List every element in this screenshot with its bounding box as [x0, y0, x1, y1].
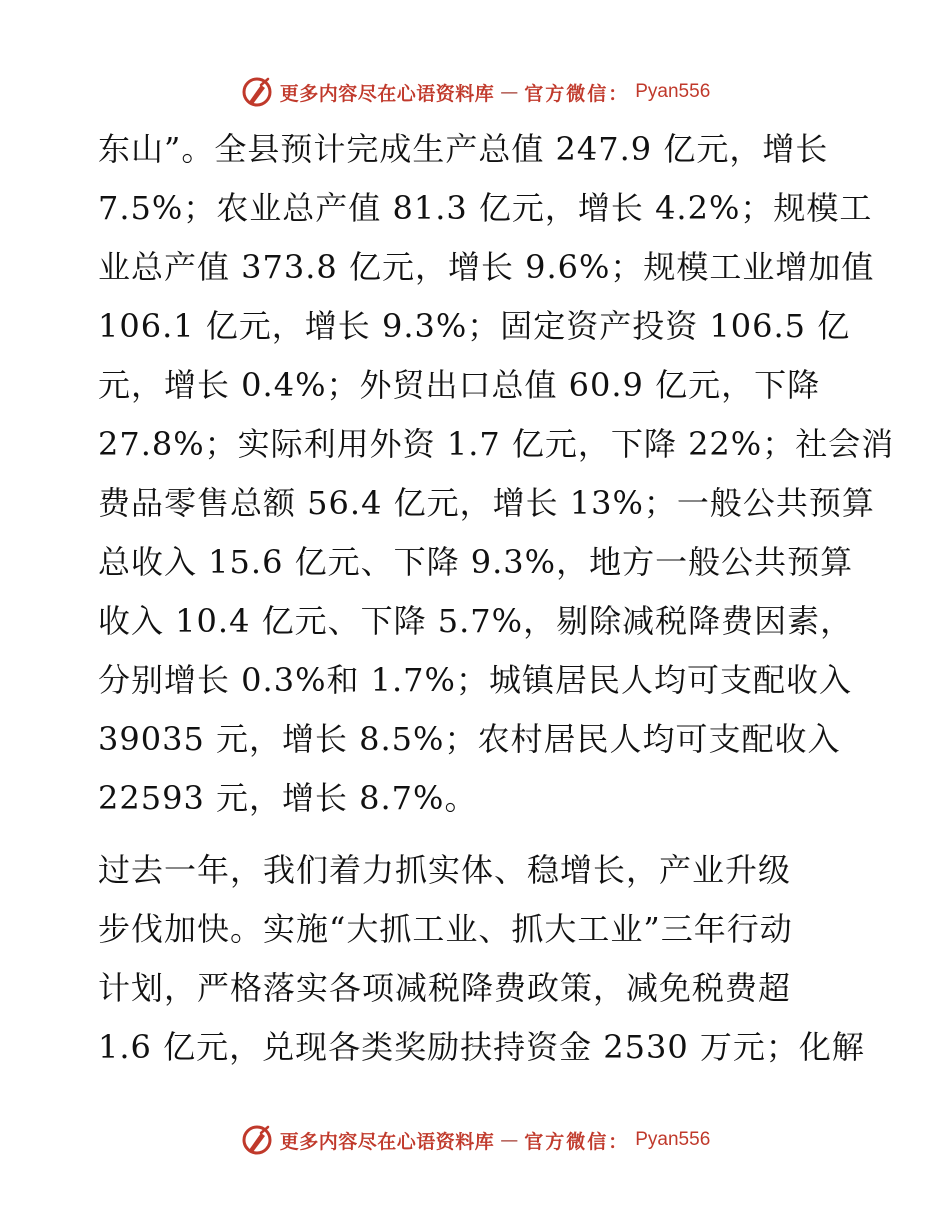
- text-line: 费品零售总额 56.4 亿元，增长 13%；一般公共预算: [98, 484, 875, 522]
- text-line: 步伐加快。实施“大抓工业、抓大工业”三年行动: [98, 910, 793, 948]
- text-line: 过去一年，我们着力抓实体、稳增长，产业升级: [98, 851, 792, 889]
- text-line: 22593 元，增长 8.7%。: [98, 779, 478, 817]
- text-line: 106.1 亿元，增长 9.3%；固定资产投资 106.5 亿: [98, 307, 851, 345]
- text-line: 元，增长 0.4%；外贸出口总值 60.9 亿元，下降: [98, 366, 821, 404]
- text-line: 1.6 亿元，兑现各类奖励扶持资金 2530 万元；化解: [98, 1028, 865, 1066]
- watermark-separator: —: [500, 81, 519, 103]
- watermark-main-text: 更多内容尽在心语资料库: [279, 82, 495, 105]
- paragraph-economic-indicators: [98, 120, 895, 828]
- document-body: [98, 120, 895, 1077]
- quill-pen-circle-icon: [240, 1123, 274, 1157]
- watermark-header: [0, 72, 950, 112]
- text-line: 计划，严格落实各项减税降费政策，减免税费超: [98, 969, 792, 1007]
- paragraph-industry-upgrade: [98, 841, 865, 1077]
- text-line: 总收入 15.6 亿元、下降 9.3%，地方一般公共预算: [98, 543, 854, 581]
- quill-pen-circle-icon: [240, 75, 274, 109]
- watermark-footer: [0, 1120, 950, 1160]
- watermark-main-text: 更多内容尽在心语资料库: [279, 1130, 495, 1153]
- watermark-separator: —: [500, 1129, 519, 1151]
- text-line: 27.8%；实际利用外资 1.7 亿元，下降 22%；社会消: [98, 425, 895, 463]
- text-line: 分别增长 0.3%和 1.7%；城镇居民人均可支配收入: [98, 661, 852, 699]
- watermark-official-label: 官方微信：: [524, 1130, 630, 1153]
- watermark-official-label: 官方微信：: [524, 82, 630, 105]
- text-line: 东山”。全县预计完成生产总值 247.9 亿元，增长: [98, 130, 829, 168]
- text-line: 7.5%；农业总产值 81.3 亿元，增长 4.2%；规模工: [98, 189, 873, 227]
- watermark-wechat-id: Pyan556: [635, 1129, 711, 1150]
- text-line: 39035 元，增长 8.5%；农村居民人均可支配收入: [98, 720, 841, 758]
- text-line: 业总产值 373.8 亿元，增长 9.6%；规模工业增加值: [98, 248, 875, 286]
- text-line: 收入 10.4 亿元、下降 5.7%，剔除减税降费因素，: [98, 602, 854, 640]
- watermark-wechat-id: Pyan556: [635, 81, 711, 102]
